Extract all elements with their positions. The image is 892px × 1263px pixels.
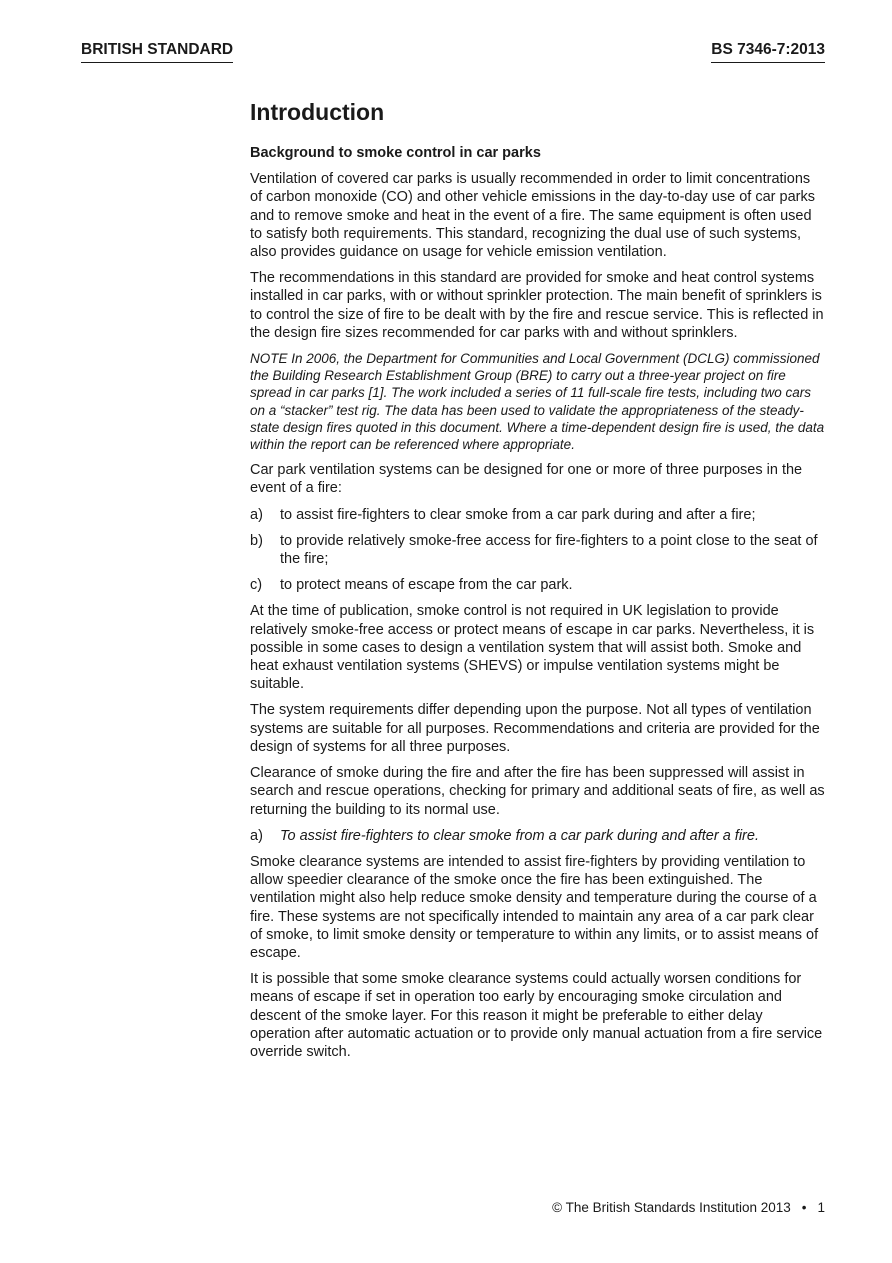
- header-standard-number: BS 7346-7:2013: [711, 41, 825, 63]
- list-item-text: to provide relatively smoke-free access for fire-fighters to a point close to the seat of the fire;: [280, 532, 818, 568]
- list-item: [250, 576, 825, 594]
- paragraph-worsen-conditions: It is possible that some smoke clearance systems could actually worsen conditions for means of escape if set in operation too early by encouraging smoke circulation and descent of the smoke layer. For this reason it might be preferable to either delay operation after automatic actuation or to provide only manual actuation from a fire service override switch.: [250, 971, 823, 1060]
- list-item: [250, 532, 825, 568]
- list-item-label: b): [250, 532, 263, 549]
- paragraph-publication: At the time of publication, smoke control is not required in UK legislation to provide relatively smoke-free access or protect means of escape in car parks. Nevertheless, it is possible in some cases to design a ventilation system that will assist both. Smoke and heat exhaust ventilation systems (SHEVS) or impulse ventilation systems might be suitable.: [250, 603, 815, 693]
- list-item-label: a): [250, 506, 263, 523]
- page-number: 1: [817, 1200, 825, 1215]
- page-content: [250, 98, 825, 1069]
- footer-separator: •: [801, 1200, 807, 1215]
- list-item-label: c): [250, 577, 263, 594]
- paragraph-recommendations: The recommendations in this standard are provided for smoke and heat control systems installed in car parks, with or without sprinkler protection. The main benefit of sprinklers is to control the size of fire to be dealt with by the fire and rescue service. This is reflected in the design fire sizes recommended for car parks with and without sprinklers.: [250, 270, 824, 341]
- subsection-text: To assist fire-fighters to clear smoke from a car park during and after a fire.: [280, 827, 759, 844]
- page-title: Introduction: [250, 99, 385, 125]
- paragraph-ventilation: Ventilation of covered car parks is usually recommended in order to limit concentrations of carbon monoxide (CO) and other vehicle emissions in the day-to-day use of car parks and to remove smoke and heat in the event of a fire. The same equipment is often used to satisfy both requirements. This standard, recognizing the dual use of such systems, also provides guidance on usage for vehicle emission ventilation.: [250, 171, 815, 261]
- subsection-heading: [250, 827, 825, 845]
- copyright-text: © The British Standards Institution 2013: [552, 1200, 791, 1215]
- subsection-label: a): [250, 827, 263, 844]
- paragraph-purposes: Car park ventilation systems can be designed for one or more of three purposes in the event of a fire:: [250, 462, 803, 497]
- note-paragraph: NOTE In 2006, the Department for Communities and Local Government (DCLG) commissioned the Building Research Establishment Group (BRE) to carry out a three-year project on fire spread in car parks [1]. The work included a series of 11 full-scale fire tests, including two cars on a “stacker” test rig. The data has been used to validate the appropriateness of the steady-state design fires quoted in this document. Where a time-dependent design fire is used, the data within the report can be referenced where appropriate.: [250, 351, 825, 453]
- list-item: [250, 506, 825, 524]
- list-item-text: to assist fire-fighters to clear smoke from a car park during and after a fire;: [280, 506, 756, 523]
- paragraph-smoke-clearance: Smoke clearance systems are intended to assist fire-fighters by providing ventilation to allow speedier clearance of the smoke once the fire has been extinguished. The ventilation might also help reduce smoke density and temperature during the course of a fire. These systems are not specifically intended to maintain any area of a car park clear of smoke, to limit smoke density or temperature to within any limits, or to assist means of escape.: [250, 853, 819, 961]
- paragraph-requirements: The system requirements differ depending upon the purpose. Not all types of ventilation systems are suitable for all purposes. Recommendations and criteria are provided for the design of systems for all three purposes.: [250, 702, 820, 755]
- header-standard-label: BRITISH STANDARD: [81, 41, 233, 63]
- paragraph-clearance: Clearance of smoke during the fire and after the fire has been suppressed will assist in search and rescue operations, checking for primary and additional seats of fire, as well as returning the building to its normal use.: [250, 765, 825, 818]
- section-subtitle: Background to smoke control in car parks: [250, 145, 541, 161]
- page-footer: [552, 1200, 825, 1215]
- list-item-text: to protect means of escape from the car park.: [280, 577, 573, 594]
- purpose-list: [250, 506, 825, 595]
